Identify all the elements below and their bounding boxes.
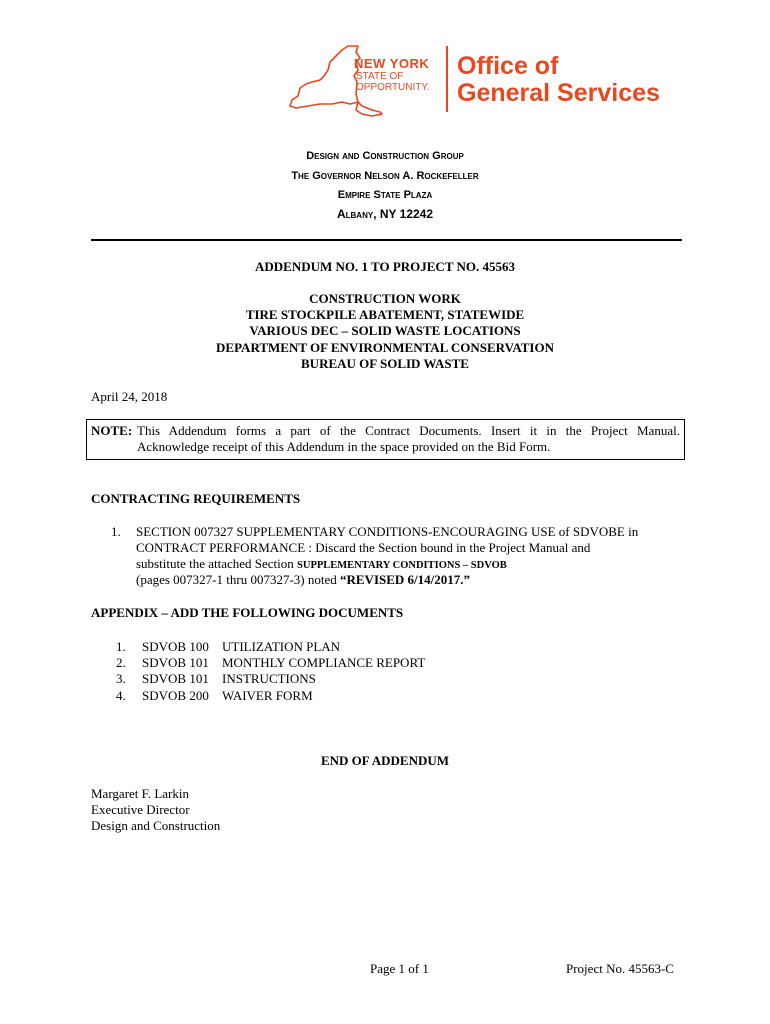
note-text-line2: Acknowledge receipt of this Addendum in the space provided on the Bid Form. [137,439,551,454]
addendum-title: ADDENDUM NO. 1 TO PROJECT NO. 45563 [254,259,516,274]
project-title-line: BUREAU OF SOLID WASTE [301,356,469,371]
project-title-line: VARIOUS DEC – SOLID WASTE LOCATIONS [249,323,521,338]
page-number: Page 1 of 1 [370,961,429,976]
ogs-name-line2: General Services [457,79,660,107]
project-number: Project No. 45563-C [566,961,674,976]
project-title-line: DEPARTMENT OF ENVIRONMENTAL CONSERVATION [216,340,554,355]
signatory-title: Executive Director [91,802,190,817]
project-title-line: CONSTRUCTION WORK [309,291,461,306]
appendix-heading: APPENDIX – ADD THE FOLLOWING DOCUMENTS [91,605,404,620]
header-rule [91,239,682,241]
appendix-item-desc: UTILIZATION PLAN [222,639,341,654]
nys-tagline-line2: OPPORTUNITY. [356,82,430,93]
contracting-section-name: SUPPLEMENTARY CONDITIONS – SDVOB [297,560,507,571]
appendix-item-code: SDVOB 100 [142,639,209,654]
appendix-item-code: SDVOB 101 [142,655,209,670]
appendix-item-code: SDVOB 200 [142,688,209,703]
appendix-item-desc: INSTRUCTIONS [222,671,316,686]
document-date: April 24, 2018 [91,389,168,404]
revision-note: “REVISED 6/14/2017.” [340,572,471,587]
nys-tagline-line1: STATE OF [356,71,404,82]
header-city: Albany, NY 12242 [336,207,434,221]
project-title-line: TIRE STOCKPILE ABATEMENT, STATEWIDE [245,307,525,322]
logo-divider [446,46,448,112]
appendix-item-number: 2. [116,655,126,670]
appendix-item-number: 1. [116,639,126,654]
contracting-item-number: 1. [111,524,121,539]
appendix-item-number: 3. [116,671,126,686]
appendix-item-code: SDVOB 101 [142,671,209,686]
contracting-item-line3-text: substitute the attached Section [136,556,298,571]
contracting-item-line1: SECTION 007327 SUPPLEMENTARY CONDITIONS-ENCOURAGING USE of SDVOBE in [136,524,639,539]
contracting-item-line4 [136,572,470,588]
header-group: Design and Construction Group [306,150,464,162]
header-plaza: Empire State Plaza [337,189,433,201]
contracting-heading: CONTRACTING REQUIREMENTS [91,491,301,506]
end-of-addendum: END OF ADDENDUM [320,753,450,768]
contracting-item-line4-text: (pages 007327-1 thru 007327-3) noted [136,572,340,587]
signatory-department: Design and Construction [91,818,221,833]
contracting-item-line3 [136,556,507,572]
ogs-name-line1: Office of [457,52,559,80]
note-text-line1: This Addendum forms a part of the Contract Documents. Insert it in the Project Manual. [137,423,680,438]
signatory-name: Margaret F. Larkin [91,786,189,801]
appendix-item-desc: WAIVER FORM [222,688,313,703]
header-building: The Governor Nelson A. Rockefeller [291,170,479,182]
nys-name-text: NEW YORK [354,56,430,71]
contracting-item-line2: CONTRACT PERFORMANCE : Discard the Section bound in the Project Manual and [136,540,591,555]
appendix-item-number: 4. [116,688,126,703]
note-label: NOTE: [91,423,133,438]
appendix-item-desc: MONTHLY COMPLIANCE REPORT [222,655,426,670]
